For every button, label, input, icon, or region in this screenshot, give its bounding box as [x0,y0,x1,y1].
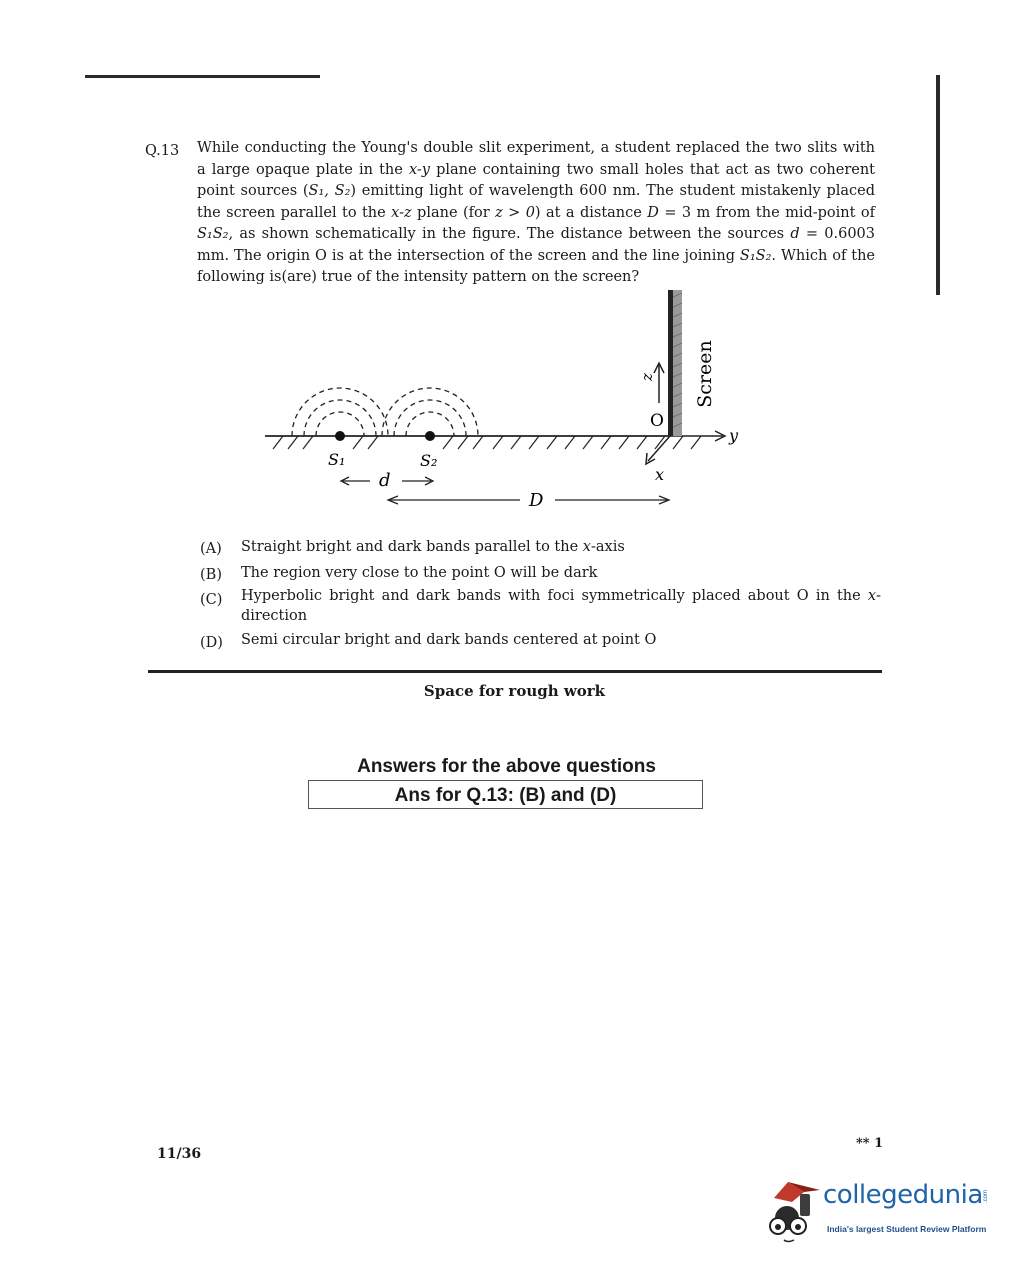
option-a-text: Straight bright and dark bands parallel to the x-axis [241,539,625,555]
logo-tagline: India's largest Student Review Platform [827,1224,987,1234]
y-axis-label: y [729,426,739,445]
logo-wordmark: collegedunia [823,1180,983,1210]
option-b-letter: (B) [200,567,222,583]
x-axis-label: x [655,465,665,484]
screen-label: Screen [694,340,716,408]
wavefronts [292,388,478,436]
option-a-letter: (A) [200,541,222,557]
rough-work-heading: Space for rough work [423,682,606,700]
question-number: Q.13 [145,143,180,159]
option-d-letter: (D) [200,635,223,651]
source-s1-dot [335,431,345,441]
option-d-text: Semi circular bright and dark bands centered at point O [241,632,657,648]
page-number: 11/36 [157,1146,202,1162]
s1-label: S₁ [328,450,346,469]
answer-box: Ans for Q.13: (B) and (D) [308,780,703,809]
d-label: d [379,470,391,491]
question-text: While conducting the Young's double slit experiment, a student replaced the two slits with a large opaque plate in the x-y plane containing two small holes that act as two coherent point sources (S₁, S₂) emitting light of wavelength 600 nm. The student mistakenly placed the screen parallel to the x-z plane (for z > 0) at a distance D = 3 m from the mid-point of S₁S₂, as shown schematically in the figure. The distance between the sources d = 0.6003 mm. The origin O is at the intersection of the screen and the line joining S₁S₂. Which of the following is(are) true of the intensity pattern on the screen? [197,140,876,285]
option-c-letter: (C) [200,592,223,608]
origin-label: O [650,411,664,431]
answers-heading: Answers for the above questions [357,756,656,777]
option-b-text: The region very close to the point O will be dark [241,565,598,581]
right-margin-bar [936,75,940,295]
top-rule [85,75,320,78]
option-c-text: Hyperbolic bright and dark bands with foci symmetrically placed about O in the x-direction [241,588,881,624]
experiment-diagram [255,285,775,525]
page-marker: ** 1 [856,1136,884,1151]
source-s2-dot [425,431,435,441]
z-axis-label: z [638,373,656,381]
D-label: D [529,490,544,511]
logo-com-suffix: .com [983,1189,989,1203]
s2-label: S₂ [420,451,438,470]
section-divider [148,670,882,673]
